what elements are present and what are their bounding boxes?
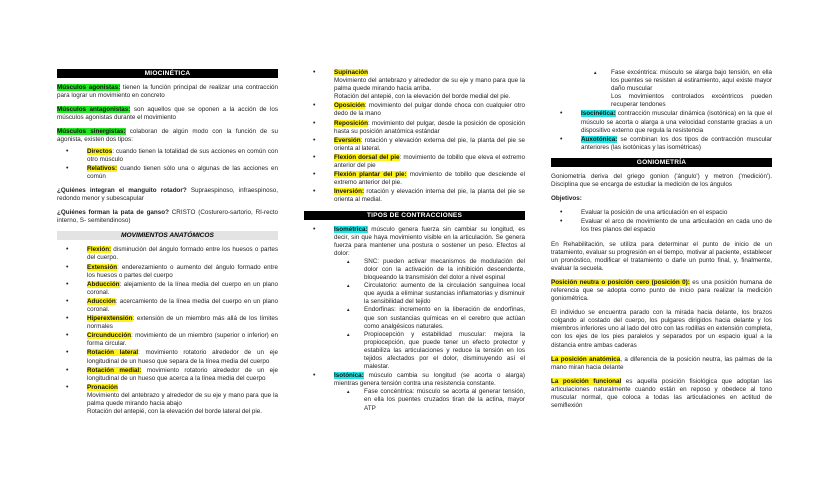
fases-list-cont — [551, 69, 772, 109]
list-item: • Evaluar la posición de una articulación en el espacio — [551, 209, 772, 217]
term-sinergistas: Músculos sinergistas: — [57, 128, 126, 136]
term-agonistas: Músculos agonistas: — [57, 84, 121, 91]
paragraph-pos-funcional: La posición funcional es aquella posición fisiológica que adoptan las articulaciones naturalmente cuando están en reposo y obedece al tono muscular normal, que coloca a todas las articulaciones en actitud de semiflexión — [551, 377, 772, 410]
list-item: • Reposición: movimiento del pulgar, desde la posición de oposición hasta su posición anatómica estándar — [304, 120, 525, 136]
list-item: ▲ Propiocepción y estabilidad muscular: mejora la propiocepción, que puede tener un efecto protector y estabiliza las articulaciones y reduce la tensión en los tejidos afectados por el dolor, disminuyendo así el malestar. — [334, 331, 525, 371]
list-item-isometrica: • Isométrica: músculo genera fuerza sin cambiar su longitud, es decir, sin que haya movimiento visible en la articulación. Se genera fuerza para mantener una postura o sostener un peso. Efectos al dolor: ▲ SNC: pueden activar mecanismos de modulación del dolor con la activación de la inhibición descendente, bloqueando la transmisión del dolor a nivel espinal ▲ Circulatorio: aumento de la circulación sanguínea local que ayuda a eliminar sustancias inflamatorias y disminuir la sensibilidad del tejido ▲ Endorfinas: incremento en la liberación de endorfinas, que son sustancias químicas en el cerebro que actúan como analgésicos naturales. ▲ Propiocepción y estabilidad muscular: mejora la propiocepción, que puede tener un efecto protector y estabiliza las articulaciones y reduce la tensión en los tejidos afectados por el dolor, disminuyendo así el malestar. — [304, 226, 525, 372]
paragraph-antagonistas: Músculos antagonistas: son aquellos que se oponen a la acción de los músculos agonistas durante el movimiento — [57, 106, 278, 122]
paragraph-agonistas: Músculos agonistas: tienen la función principal de realizar una contracción para lograr un movimiento en concreto — [57, 84, 278, 100]
list-item-auxotonica: • Auxotónica: se combinan los dos tipos de contracción muscular anteriores (las isotónicas y las isométricas) — [551, 136, 772, 152]
question-manguito-rotador: ¿Quiénes integran el manguito rotador? Supraespinoso, infraespinoso, redondo menor y subescapular — [57, 186, 278, 203]
list-item: ▲ Circulatorio: aumento de la circulación sanguínea local que ayuda a eliminar sustancias inflamatorias y disminuir la sensibilidad del tejido — [334, 282, 525, 306]
list-item: • Extensión: enderezamiento o aumento del ángulo formado entre los huesos o partes del cuerpo — [57, 264, 278, 280]
section-header-contracciones: TIPOS DE CONTRACCIONES — [304, 211, 525, 220]
list-item-pronacion: • Pronación Movimiento del antebrazo y alrededor de su eje y mano para que la palma quede mirando hacia abajo Rotación del antepié, con la elevación del borde lateral del pie. — [57, 384, 278, 416]
fase-excentrica-list — [581, 69, 772, 109]
section-header-goniometria: GONIOMETRÍA — [551, 158, 772, 167]
paragraph-sinergistas: Músculos sinergistas: colaboran de algún modo con la función de su agonista, existen dos tipos: — [57, 128, 279, 144]
question-pata-ganso: ¿Quiénes forman la pata de ganso? CRISTO (Costurero-sartorio, RI-recto interno, S- semitendinoso) — [57, 209, 278, 225]
movimientos-list — [57, 246, 278, 416]
objetivos-list — [551, 209, 772, 234]
list-item: • Relativos: cuando tienen sólo una o algunas de las acciones en común — [57, 165, 278, 181]
paragraph-pos-neutra: Posición neutra o posición cero (posición 0): es una posición humana de referencia que se adopta como punto de inicio para realizar la medición goniométrica. — [551, 278, 772, 303]
paragraph-pos-anatomica: La posición anatómica, a diferencia de la posición neutra, las palmas de la mano miran hacia delante — [551, 355, 772, 371]
paragraph-individuo: El individuo se encuentra parado con la mirada hacia delante, los brazos colgando al costado del cuerpo, los pulgares dirigidos hacia delante y los miembros inferiores uno al lado del otro con las rodillas en extensión completa, con los ejes de los pies paralelos y separados por un espacio igual a la distancia entre ambas caderas — [551, 309, 772, 349]
column-3 — [551, 69, 772, 416]
list-item: • Directos: cuando tienen la totalidad de sus acciones en común con otro músculo — [57, 148, 278, 164]
list-item: • Flexión plantar del pie: movimiento de tobillo que desciende el extremo anterior del pie. — [304, 171, 525, 187]
list-item: • Rotación lateral: movimiento rotatorio alrededor de un eje longitudinal de un hueso que separa de la línea media del cuerpo — [57, 349, 278, 365]
list-item — [551, 69, 772, 109]
list-item: • Eversión: rotación y elevación externa del pie, la planta del pie se orienta al lateral. — [304, 137, 525, 153]
contracciones-list — [304, 226, 525, 413]
paragraph-intro: Goniometría deriva del griego gonion ('ángulo') y metron ('medición'). Disciplina que se encarga de estudiar la medición de los ángulos — [551, 172, 772, 189]
sinergistas-list — [57, 148, 278, 181]
list-item: • Flexión: disminución del ángulo formado entre los huesos o partes del cuerpo. — [57, 246, 278, 262]
list-item: • Evaluar el arco de movimiento de una articulación en cada uno de los tres planos del espacio — [551, 218, 772, 234]
list-item: • Flexión dorsal del pie: movimiento de tobillo que eleva el extremo anterior del pie — [304, 154, 525, 170]
contracciones-list-cont — [551, 110, 772, 151]
list-item-isocinetica: • Isocinética: contracción muscular dinámica (isotónica) en la que el músculo se acorta o alarga a una velocidad constante gracias a un dispositivo externo que regula la resistencia — [551, 110, 772, 134]
list-item: • Hiperextensión: extensión de un miembro más allá de los límites normales — [57, 315, 278, 331]
efectos-dolor-list — [334, 258, 525, 371]
list-item: ▲ Endorfinas: incremento en la liberación de endorfinas, que son sustancias químicas en el cerebro que actúan como analgésicos naturales. — [334, 306, 525, 330]
list-item: ▲ Fase excéntrica: músculo se alarga bajo tensión, en ella los puentes se resisten al estiramiento, aquí existe mayor daño muscular Los movimientos controlados excéntricos pueden recuperar tendones — [581, 69, 772, 109]
term-antagonistas: Músculos antagonistas: — [57, 106, 131, 114]
list-item: • Oposición: movimiento del pulgar donde choca con cualquier otro dedo de la mano — [304, 102, 525, 118]
list-item: • Circunducción: movimiento de un miembro (superior o inferior) en forma circular. — [57, 332, 278, 348]
list-item: • Rotación medial: movimiento rotatorio alrededor de un eje longitudinal de un hueso que acerca a la línea media del cuerpo — [57, 367, 278, 383]
movimientos-list-cont — [304, 69, 525, 205]
list-item: • Aducción: acercamiento de la línea media del cuerpo en un plano coronal. — [57, 298, 278, 314]
subheader-movimientos: MOVIMIENTOS ANATÓMICOS — [57, 231, 278, 240]
fases-list — [334, 388, 525, 412]
column-1 — [57, 69, 278, 422]
paragraph-rehab: En Rehabilitación, se utiliza para determinar el punto de inicio de un tratamiento, evaluar su progresión en el tiempo, motivar al paciente, establecer un pronóstico, modificar el tratamiento o darle un punto final, y, finalmente, evaluar la secuela. — [551, 240, 772, 272]
list-item: ▲ Fase concéntrica: músculo se acorta al generar tensión, en ella los puentes cruzados tiran de la actina, mayor ATP — [334, 388, 525, 412]
list-item-isotonica: • Isotónica: músculo cambia su longitud (se acorta o alarga) mientras genera tensión contra una resistencia constante. ▲ Fase concéntrica: músculo se acorta al generar tensión, en ella los puentes cruzados tiran de la actina, mayor ATP — [304, 372, 525, 412]
list-item-supinacion: • Supinación Movimiento del antebrazo y alrededor de su eje y mano para que la palma quede mirando hacia arriba. Rotación del antepié, con la elevación del borde medial del pie. — [304, 69, 525, 101]
section-header-miocinetica: MIOCINÉTICA — [57, 69, 278, 78]
column-2 — [304, 69, 525, 419]
list-item: • Inversión: rotación y elevación interna del pie, la planta del pie se orienta al medial. — [304, 188, 525, 204]
list-item: • Abducción: alejamiento de la línea media del cuerpo en un plano coronal. — [57, 281, 278, 297]
list-item: ▲ SNC: pueden activar mecanismos de modulación del dolor con la activación de la inhibición descendente, bloqueando la transmisión del dolor a nivel espinal — [334, 258, 525, 282]
objetivos-label: Objetivos: — [551, 195, 582, 203]
